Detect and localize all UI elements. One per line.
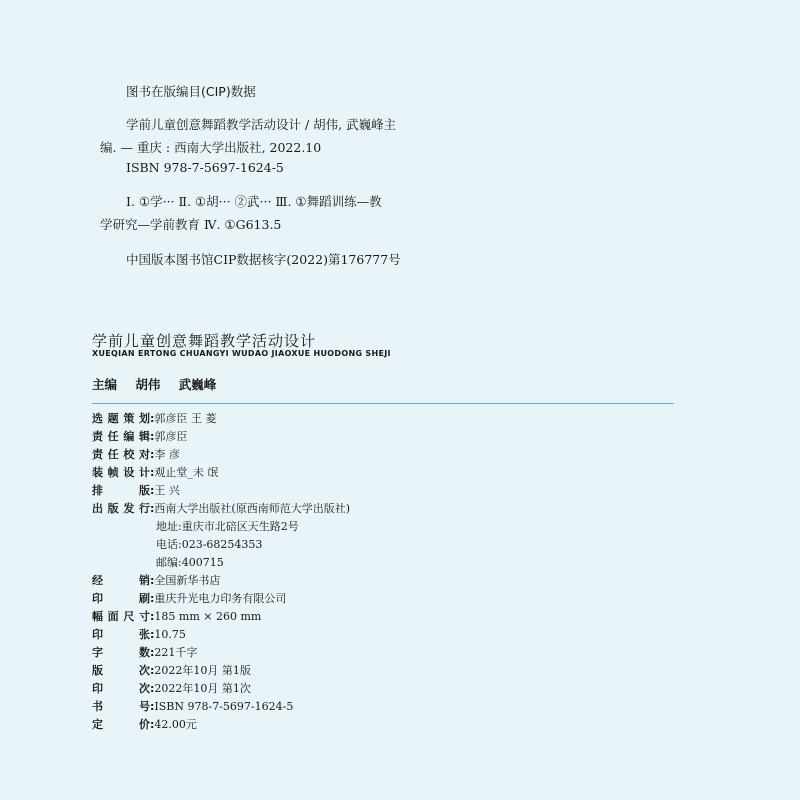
cip-title: 图书在版编目(CIP)数据 <box>126 84 256 99</box>
cip-isbn: ISBN 978-7-5697-1624-5 <box>126 160 284 175</box>
detail-row: 定价:42.00元 <box>92 718 197 731</box>
cip-line-1: 学前儿童创意舞蹈教学活动设计 / 胡伟, 武巍峰主 <box>126 117 397 132</box>
detail-row: 幅面尺寸:185 mm × 260 mm <box>92 610 262 623</box>
detail-row: 排版:王 兴 <box>92 484 180 497</box>
cip-line-4: Ⅰ. ①学··· Ⅱ. ①胡··· ②武··· Ⅲ. ①舞蹈训练—教 <box>126 194 382 209</box>
detail-row: 书号:ISBN 978-7-5697-1624-5 <box>92 700 294 713</box>
publisher-address: 地址:重庆市北碚区天生路2号 <box>156 520 299 533</box>
editors <box>92 375 230 393</box>
cip-number: 中国版本图书馆CIP数据核字(2022)第176777号 <box>126 252 401 267</box>
editor-2: 武巍峰 <box>178 377 217 392</box>
detail-row: 出版发行:西南大学出版社(原西南师范大学出版社) <box>92 502 350 515</box>
cip-line-5: 学研究—学前教育 Ⅳ. ①G613.5 <box>100 217 282 232</box>
editor-1: 胡伟 <box>135 377 161 392</box>
book-pinyin: XUEQIAN ERTONG CHUANGYI WUDAO JIAOXUE HUODONG SHEJI <box>92 349 391 358</box>
detail-row: 责任编辑:郭彦臣 <box>92 430 188 443</box>
detail-row: 责任校对:李 彦 <box>92 448 180 461</box>
detail-row: 字数:221千字 <box>92 646 198 659</box>
cip-line-2: 编. — 重庆 : 西南大学出版社, 2022.10 <box>100 140 322 155</box>
detail-row: 经销:全国新华书店 <box>92 574 221 587</box>
detail-row: 印次:2022年10月 第1次 <box>92 682 251 695</box>
publisher-postcode: 邮编:400715 <box>156 556 224 569</box>
detail-row: 印张:10.75 <box>92 628 186 641</box>
book-title: 学前儿童创意舞蹈教学活动设计 <box>92 332 317 350</box>
detail-row: 印刷:重庆升光电力印务有限公司 <box>92 592 287 605</box>
detail-row: 装帧设计:观止堂_未 氓 <box>92 466 219 479</box>
publisher-phone: 电话:023-68254353 <box>156 538 263 551</box>
detail-row: 版次:2022年10月 第1版 <box>92 664 251 677</box>
editor-label: 主编 <box>92 377 118 392</box>
detail-row: 选题策划:郭彦臣 王 菱 <box>92 412 217 425</box>
divider-line <box>92 403 674 404</box>
